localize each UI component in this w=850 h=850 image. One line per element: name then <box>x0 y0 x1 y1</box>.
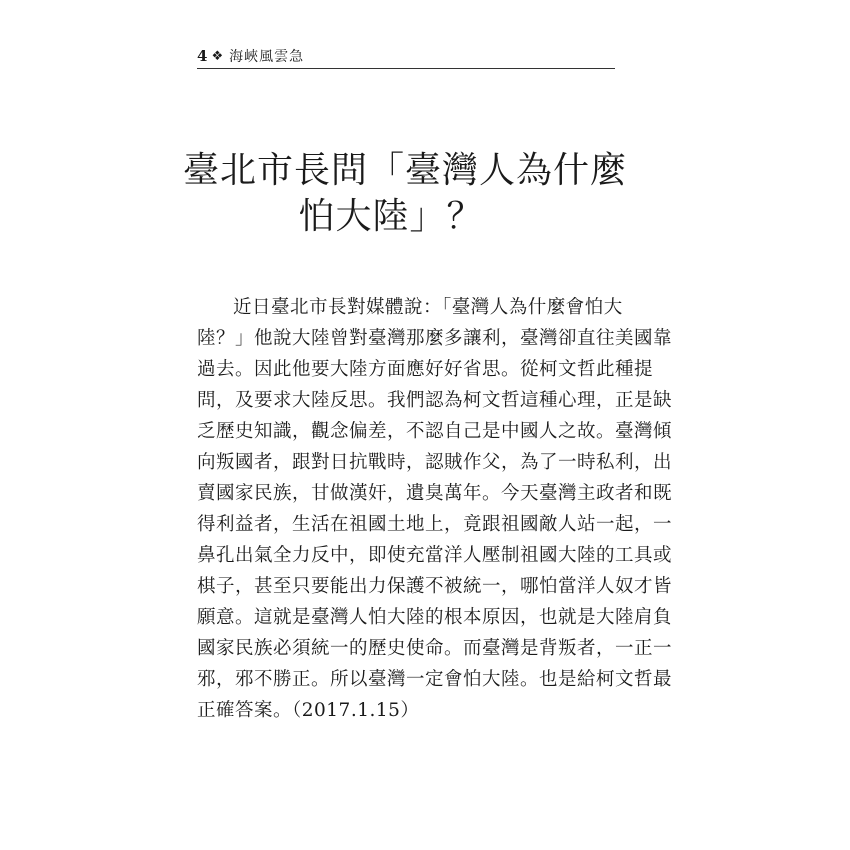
title-line-2: 怕大陸」？ <box>298 196 484 237</box>
body-line: 願意。這就是臺灣人怕大陸的根本原因，也就是大陸肩負 <box>197 607 673 628</box>
body-line: 過去。因此他要大陸方面應好好省思。從柯文哲此種提 <box>197 359 654 380</box>
body-line: 近日臺北市長對媒體說：「臺灣人為什麼會怕大 <box>233 297 623 318</box>
body-line: 鼻孔出氣全力反中，即使充當洋人壓制祖國大陸的工具或 <box>197 545 673 566</box>
body-line: 陸？」他說大陸曾對臺灣那麼多讓利，臺灣卻直往美國靠 <box>197 328 673 349</box>
body-line: 問，及要求大陸反思。我們認為柯文哲這種心理，正是缺 <box>197 390 673 411</box>
ornament-icon: ❖ <box>211 48 224 64</box>
article-title <box>170 148 640 240</box>
body-line: 正確答案。（2017.1.15） <box>197 700 420 721</box>
body-line: 向叛國者，跟對日抗戰時，認賊作父，為了一時私利，出 <box>197 452 673 473</box>
body-line: 賣國家民族，甘做漢奸，遺臭萬年。今天臺灣主政者和既 <box>197 483 673 504</box>
body-line: 邪，邪不勝正。所以臺灣一定會怕大陸。也是給柯文哲最 <box>197 669 673 690</box>
body-line: 乏歷史知識，觀念偏差，不認自己是中國人之故。臺灣傾 <box>197 421 673 442</box>
body-line: 得利益者，生活在祖國土地上，竟跟祖國敵人站一起，一 <box>197 514 673 535</box>
title-line-1: 臺北市長問「臺灣人為什麼 <box>182 150 627 191</box>
article-body <box>197 292 673 726</box>
body-line: 棋子，甚至只要能出力保護不被統一，哪怕當洋人奴才皆 <box>197 576 673 597</box>
body-line: 國家民族必須統一的歷史使命。而臺灣是背叛者，一正一 <box>197 638 673 659</box>
running-title: 海峽風雲急 <box>229 49 305 65</box>
page-number: 4 <box>197 47 208 65</box>
running-header <box>197 44 615 69</box>
